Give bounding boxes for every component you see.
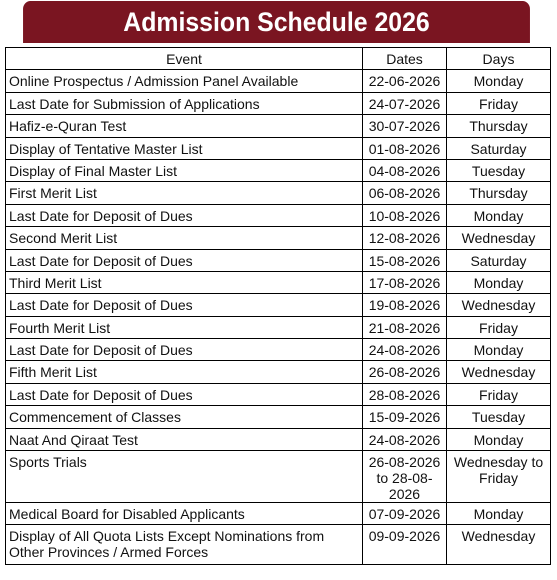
page-title: Admission Schedule 2026 [23,1,530,43]
event-cell: Last Date for Deposit of Dues [6,204,363,226]
event-cell: Last Date for Deposit of Dues [6,249,363,271]
table-row [6,383,551,405]
event-cell: Second Merit List [6,227,363,249]
header-days: Days [447,48,551,70]
event-cell: Hafiz-e-Quran Test [6,115,363,137]
day-cell: Wednesday [447,525,551,565]
day-cell: Saturday [447,249,551,271]
date-cell: 09-09-2026 [363,525,447,565]
date-cell: 22-06-2026 [363,70,447,92]
day-cell: Monday [447,339,551,361]
day-cell: Monday [447,428,551,450]
table-row [6,451,551,503]
date-cell: 26-08-2026 [363,361,447,383]
event-cell: Online Prospectus / Admission Panel Available [6,70,363,92]
date-cell: 24-08-2026 [363,428,447,450]
date-cell: 21-08-2026 [363,316,447,338]
date-cell: 19-08-2026 [363,294,447,316]
day-cell: Tuesday [447,159,551,181]
day-cell: Wednesday to Friday [447,451,551,503]
event-cell: Third Merit List [6,271,363,293]
table-row [6,271,551,293]
schedule-table [5,47,551,565]
day-cell: Monday [447,70,551,92]
day-cell: Saturday [447,137,551,159]
day-cell: Wednesday [447,361,551,383]
event-cell: Naat And Qiraat Test [6,428,363,450]
table-row [6,137,551,159]
date-cell: 28-08-2026 [363,383,447,405]
day-cell: Monday [447,204,551,226]
event-cell: First Merit List [6,182,363,204]
event-cell: Sports Trials [6,451,363,503]
date-cell: 15-09-2026 [363,406,447,428]
day-cell: Monday [447,271,551,293]
table-row [6,361,551,383]
table-row [6,428,551,450]
table-row [6,525,551,565]
event-cell: Last Date for Deposit of Dues [6,294,363,316]
day-cell: Monday [447,503,551,525]
event-cell: Display of All Quota Lists Except Nominations from Other Provinces / Armed Forces [6,525,363,565]
day-cell: Wednesday [447,294,551,316]
date-cell: 10-08-2026 [363,204,447,226]
date-cell: 06-08-2026 [363,182,447,204]
day-cell: Thursday [447,115,551,137]
table-row [6,115,551,137]
date-cell: 26-08-2026 to 28-08-2026 [363,451,447,503]
table-row [6,316,551,338]
table-row [6,182,551,204]
event-cell: Last Date for Deposit of Dues [6,383,363,405]
header-row [6,48,551,70]
event-cell: Display of Tentative Master List [6,137,363,159]
day-cell: Wednesday [447,227,551,249]
event-cell: Last Date for Deposit of Dues [6,339,363,361]
date-cell: 01-08-2026 [363,137,447,159]
table-row [6,406,551,428]
table-row [6,159,551,181]
event-cell: Last Date for Submission of Applications [6,92,363,114]
header-event: Event [6,48,363,70]
day-cell: Thursday [447,182,551,204]
day-cell: Friday [447,92,551,114]
date-cell: 12-08-2026 [363,227,447,249]
date-cell: 15-08-2026 [363,249,447,271]
date-cell: 30-07-2026 [363,115,447,137]
date-cell: 17-08-2026 [363,271,447,293]
date-cell: 07-09-2026 [363,503,447,525]
event-cell: Display of Final Master List [6,159,363,181]
day-cell: Friday [447,316,551,338]
date-cell: 04-08-2026 [363,159,447,181]
event-cell: Medical Board for Disabled Applicants [6,503,363,525]
table-row [6,204,551,226]
event-cell: Fifth Merit List [6,361,363,383]
day-cell: Friday [447,383,551,405]
schedule-body [6,70,551,565]
table-row [6,227,551,249]
event-cell: Fourth Merit List [6,316,363,338]
day-cell: Tuesday [447,406,551,428]
date-cell: 24-07-2026 [363,92,447,114]
table-row [6,294,551,316]
table-row [6,339,551,361]
table-row [6,70,551,92]
table-row [6,503,551,525]
table-row [6,92,551,114]
header-dates: Dates [363,48,447,70]
table-row [6,249,551,271]
date-cell: 24-08-2026 [363,339,447,361]
event-cell: Commencement of Classes [6,406,363,428]
